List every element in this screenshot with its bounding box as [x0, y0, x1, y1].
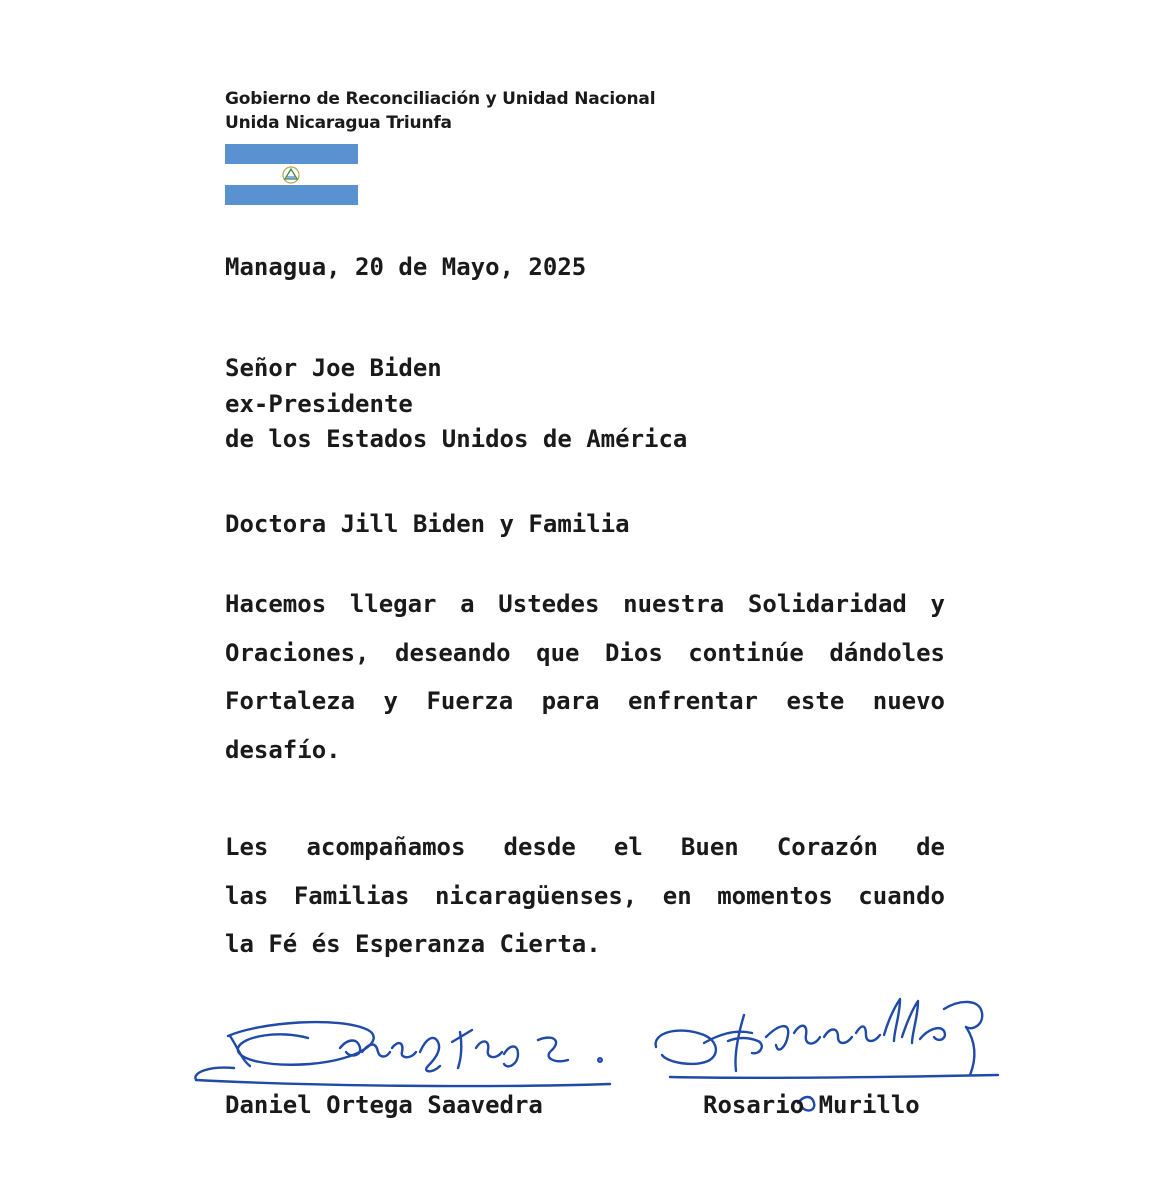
nicaragua-flag-icon	[225, 144, 358, 205]
body-paragraph-1	[225, 580, 945, 774]
flag-stripe-bottom	[225, 185, 358, 205]
recipient-line-4: Doctora Jill Biden y Familia	[225, 510, 630, 538]
recipient-line-3: de los Estados Unidos de América	[225, 425, 688, 453]
signature-daniel-ortega	[190, 1008, 620, 1090]
paragraph-line: Oraciones, deseando que Dios continúe dándoles	[225, 638, 945, 667]
letterhead-government-name: Gobierno de Reconciliación y Unidad Nacional	[225, 89, 656, 109]
paragraph-line: Fortaleza y Fuerza para enfrentar este nuevo	[225, 687, 945, 715]
paragraph-line: la Fé és Esperanza Cierta.	[225, 930, 601, 958]
letterhead-slogan: Unida Nicaragua Triunfa	[225, 113, 452, 133]
recipient-line-1: Señor Joe Biden	[225, 354, 442, 382]
signatory-name-2: Rosario Murillo	[703, 1091, 920, 1119]
signatory-name-1: Daniel Ortega Saavedra	[225, 1091, 543, 1119]
letter-date: Managua, 20 de Mayo, 2025	[225, 253, 587, 281]
recipient-line-2: ex-Presidente	[225, 390, 413, 418]
paragraph-line: Les acompañamos desde el Buen Corazón de	[225, 833, 945, 861]
flag-stripe-top	[225, 144, 358, 164]
coat-of-arms-icon	[280, 164, 302, 186]
paragraph-line: Hacemos llegar a Ustedes nuestra Solidaridad y	[225, 590, 945, 618]
paragraph-line: desafío.	[225, 735, 341, 764]
paragraph-line: las Familias nicaragüenses, en momentos cuando	[225, 881, 945, 910]
body-paragraph-2	[225, 823, 945, 969]
